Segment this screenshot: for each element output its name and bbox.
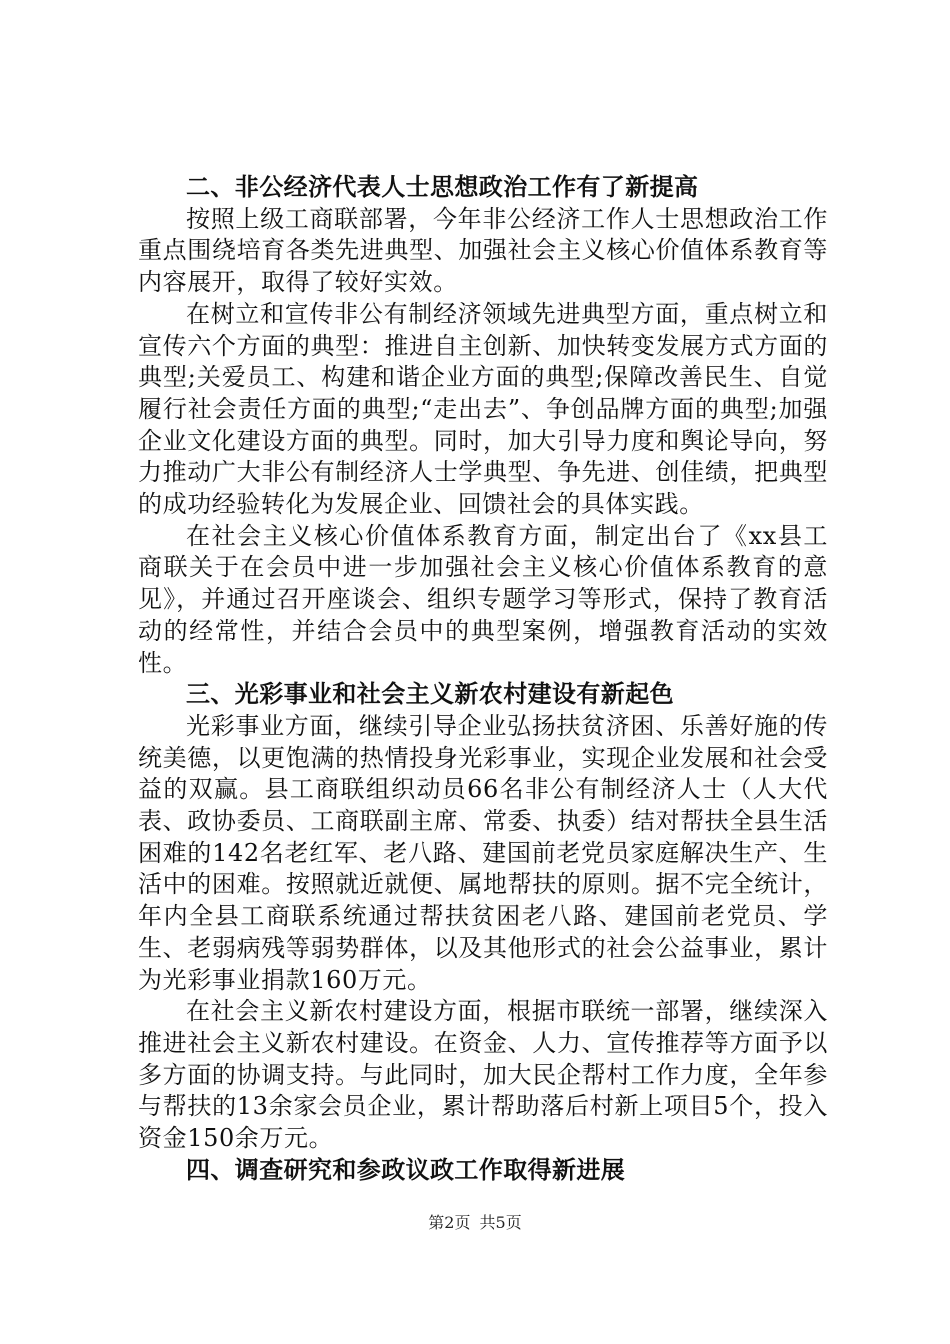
page-footer (0, 1213, 950, 1233)
section-heading: 二、非公经济代表人士思想政治工作有了新提高 (186, 173, 699, 201)
body-paragraph: 在社会主义核心价值体系教育方面，制定出台了《xx县工商联关于在会员中进一步加强社会主义核心价值体系教育的意见》，并通过召开座谈会、组织专题学习等形式，保持了教育活动的经常性，并结合会员中的典型案例，增强教育活动的实效性。 (138, 521, 828, 677)
page-number: 第2页 (428, 1213, 471, 1232)
section-heading: 四、调查研究和参政议政工作取得新进展 (186, 1155, 626, 1184)
body-paragraph: 在树立和宣传非公有制经济领域先进典型方面，重点树立和宣传六个方面的典型：推进自主创新、加快转变发展方式方面的典型;关爱员工、构建和谐企业方面的典型;保障改善民生、自觉履行社会责任方面的典型;“走出去”、争创品牌方面的典型;加强企业文化建设方面的典型。同时，加大引导力度和舆论导向，努力推动广大非公有制经济人士学典型、争先进、创佳绩，把典型的成功经验转化为发展企业、回馈社会的具体实践。 (138, 299, 828, 519)
section-heading: 三、光彩事业和社会主义新农村建设有新起色 (186, 680, 674, 709)
body-paragraph: 光彩事业方面，继续引导企业弘扬扶贫济困、乐善好施的传统美德，以更饱满的热情投身光彩事业，实现企业发展和社会受益的双赢。县工商联组织动员66名非公有制经济人士（人大代表、政协委员、工商联副主席、常委、执委）结对帮扶全县生活困难的142名老红军、老八路、建国前老党员家庭解决生产、生活中的困难。按照就近就便、属地帮扶的原则。据不完全统计，年内全县工商联系统通过帮扶贫困老八路、建国前老党员、学生、老弱病残等弱势群体，以及其他形式的社会公益事业，累计为光彩事业捐款160万元。 (138, 711, 828, 994)
page-total: 共5页 (479, 1213, 522, 1232)
document-body (138, 172, 828, 1187)
body-paragraph: 按照上级工商联部署，今年非公经济工作人士思想政治工作重点围绕培育各类先进典型、加强社会主义核心价值体系教育等内容展开，取得了较好实效。 (138, 204, 828, 297)
body-paragraph: 在社会主义新农村建设方面，根据市联统一部署，继续深入推进社会主义新农村建设。在资金、人力、宣传推荐等方面予以多方面的协调支持。与此同时，加大民企帮村工作力度，全年参与帮扶的13余家会员企业，累计帮助落后村新上项目5个，投入资金150余万元。 (138, 997, 828, 1153)
